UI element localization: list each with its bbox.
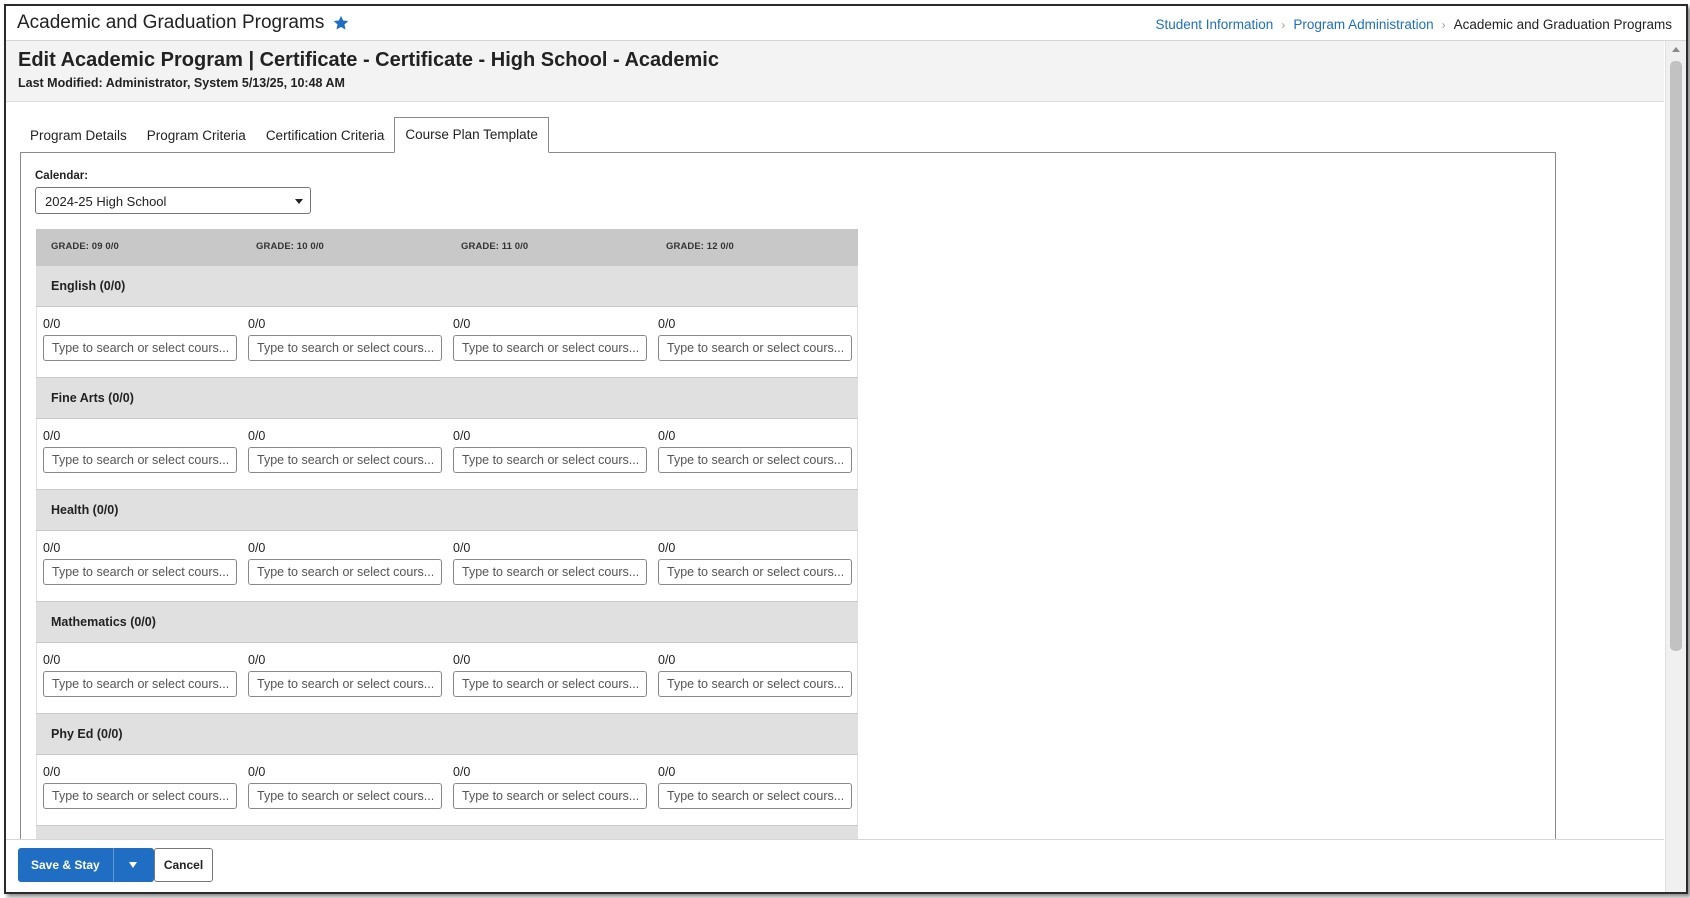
credit-count: 0/0 bbox=[658, 541, 676, 555]
credit-count: 0/0 bbox=[453, 317, 471, 331]
tab-bar bbox=[20, 118, 549, 153]
subject-course-row bbox=[36, 643, 858, 713]
top-bar bbox=[6, 6, 1686, 41]
credit-count: 0/0 bbox=[43, 429, 61, 443]
caret-down-icon bbox=[129, 862, 137, 868]
credit-count: 0/0 bbox=[43, 317, 61, 331]
course-search-input[interactable] bbox=[658, 335, 852, 361]
course-search-input[interactable] bbox=[248, 559, 442, 585]
course-cell bbox=[652, 419, 857, 489]
scroll-up-arrow-icon[interactable] bbox=[1672, 47, 1680, 52]
course-cell bbox=[37, 531, 242, 601]
subject-phy-ed bbox=[36, 713, 858, 825]
save-and-stay-button[interactable]: Save & Stay bbox=[31, 858, 100, 872]
course-cell bbox=[37, 419, 242, 489]
course-cell bbox=[242, 307, 447, 377]
app-title bbox=[17, 12, 350, 34]
credit-count: 0/0 bbox=[658, 765, 676, 779]
subject-heading: Health (0/0) bbox=[36, 489, 858, 531]
credit-count: 0/0 bbox=[248, 541, 266, 555]
subject-heading: Fine Arts (0/0) bbox=[36, 377, 858, 419]
course-cell bbox=[242, 531, 447, 601]
subject-heading: English (0/0) bbox=[36, 265, 858, 307]
course-cell bbox=[652, 755, 857, 825]
course-cell bbox=[652, 531, 857, 601]
chevron-right-icon: › bbox=[1441, 17, 1446, 32]
course-search-input[interactable] bbox=[453, 447, 647, 473]
credit-count: 0/0 bbox=[453, 653, 471, 667]
breadcrumb bbox=[1155, 17, 1672, 32]
course-search-input[interactable] bbox=[248, 671, 442, 697]
credit-count: 0/0 bbox=[43, 541, 61, 555]
course-cell bbox=[447, 419, 652, 489]
caret-down-icon bbox=[295, 199, 303, 204]
course-plan-panel bbox=[20, 152, 1556, 894]
course-cell bbox=[37, 755, 242, 825]
course-search-input[interactable] bbox=[43, 783, 237, 809]
breadcrumb-program-administration[interactable]: Program Administration bbox=[1293, 17, 1434, 32]
grade-header-12: GRADE: 12 0/0 bbox=[666, 241, 734, 252]
credit-count: 0/0 bbox=[453, 541, 471, 555]
subject-health bbox=[36, 489, 858, 601]
subject-fine-arts bbox=[36, 377, 858, 489]
credit-count: 0/0 bbox=[658, 317, 676, 331]
breadcrumb-student-information[interactable]: Student Information bbox=[1155, 17, 1274, 32]
course-cell bbox=[447, 531, 652, 601]
save-and-stay-button-group bbox=[18, 848, 154, 882]
course-cell bbox=[447, 755, 652, 825]
course-cell bbox=[242, 643, 447, 713]
credit-count: 0/0 bbox=[658, 429, 676, 443]
credit-count: 0/0 bbox=[43, 765, 61, 779]
credit-count: 0/0 bbox=[248, 765, 266, 779]
course-cell bbox=[242, 755, 447, 825]
course-cell bbox=[37, 307, 242, 377]
credit-count: 0/0 bbox=[43, 653, 61, 667]
course-search-input[interactable] bbox=[453, 559, 647, 585]
course-plan-grid bbox=[36, 229, 858, 894]
subject-course-row bbox=[36, 419, 858, 489]
tab-certification-criteria[interactable]: Certification Criteria bbox=[265, 128, 385, 143]
course-search-input[interactable] bbox=[248, 335, 442, 361]
subject-course-row bbox=[36, 755, 858, 825]
course-cell bbox=[242, 419, 447, 489]
course-search-input[interactable] bbox=[658, 447, 852, 473]
course-search-input[interactable] bbox=[658, 671, 852, 697]
credit-count: 0/0 bbox=[248, 653, 266, 667]
subject-heading: Phy Ed (0/0) bbox=[36, 713, 858, 755]
course-search-input[interactable] bbox=[453, 783, 647, 809]
credit-count: 0/0 bbox=[453, 765, 471, 779]
subject-mathematics bbox=[36, 601, 858, 713]
calendar-select[interactable] bbox=[35, 187, 311, 214]
course-search-input[interactable] bbox=[658, 783, 852, 809]
app-window bbox=[4, 4, 1688, 894]
course-search-input[interactable] bbox=[43, 335, 237, 361]
chevron-right-icon: › bbox=[1281, 17, 1286, 32]
breadcrumb-current: Academic and Graduation Programs bbox=[1453, 17, 1672, 32]
tab-program-criteria[interactable]: Program Criteria bbox=[146, 128, 246, 143]
tab-course-plan-template[interactable]: Course Plan Template bbox=[394, 117, 549, 153]
vertical-scrollbar[interactable] bbox=[1665, 41, 1686, 892]
subject-course-row bbox=[36, 307, 858, 377]
scrollbar-thumb[interactable] bbox=[1670, 61, 1682, 651]
course-search-input[interactable] bbox=[248, 447, 442, 473]
course-search-input[interactable] bbox=[658, 559, 852, 585]
tab-program-details[interactable]: Program Details bbox=[30, 128, 127, 143]
subject-heading: Mathematics (0/0) bbox=[36, 601, 858, 643]
course-search-input[interactable] bbox=[43, 559, 237, 585]
page-title: Edit Academic Program | Certificate - Certificate - High School - Academic bbox=[18, 49, 719, 71]
last-modified: Last Modified: Administrator, System 5/13/25, 10:48 AM bbox=[18, 76, 345, 90]
course-search-input[interactable] bbox=[43, 447, 237, 473]
action-bar bbox=[6, 839, 1664, 892]
grade-header-09: GRADE: 09 0/0 bbox=[51, 241, 119, 252]
course-cell bbox=[447, 307, 652, 377]
course-search-input[interactable] bbox=[43, 671, 237, 697]
page-header bbox=[6, 41, 1664, 102]
calendar-select-value: 2024-25 High School bbox=[45, 194, 167, 209]
credit-count: 0/0 bbox=[248, 317, 266, 331]
course-cell bbox=[37, 643, 242, 713]
subject-course-row bbox=[36, 531, 858, 601]
credit-count: 0/0 bbox=[248, 429, 266, 443]
favorite-star-icon[interactable] bbox=[332, 14, 350, 32]
credit-count: 0/0 bbox=[658, 653, 676, 667]
grade-header-11: GRADE: 11 0/0 bbox=[461, 241, 529, 252]
course-cell bbox=[652, 643, 857, 713]
grade-header-row bbox=[36, 229, 858, 265]
grade-header-10: GRADE: 10 0/0 bbox=[256, 241, 324, 252]
credit-count: 0/0 bbox=[453, 429, 471, 443]
course-search-input[interactable] bbox=[453, 671, 647, 697]
save-options-button[interactable] bbox=[113, 848, 154, 882]
cancel-button[interactable]: Cancel bbox=[154, 848, 213, 882]
course-search-input[interactable] bbox=[248, 783, 442, 809]
app-title-text: Academic and Graduation Programs bbox=[17, 12, 325, 33]
course-search-input[interactable] bbox=[453, 335, 647, 361]
course-cell bbox=[652, 307, 857, 377]
subject-english bbox=[36, 265, 858, 377]
course-cell bbox=[447, 643, 652, 713]
calendar-label: Calendar: bbox=[35, 170, 89, 182]
